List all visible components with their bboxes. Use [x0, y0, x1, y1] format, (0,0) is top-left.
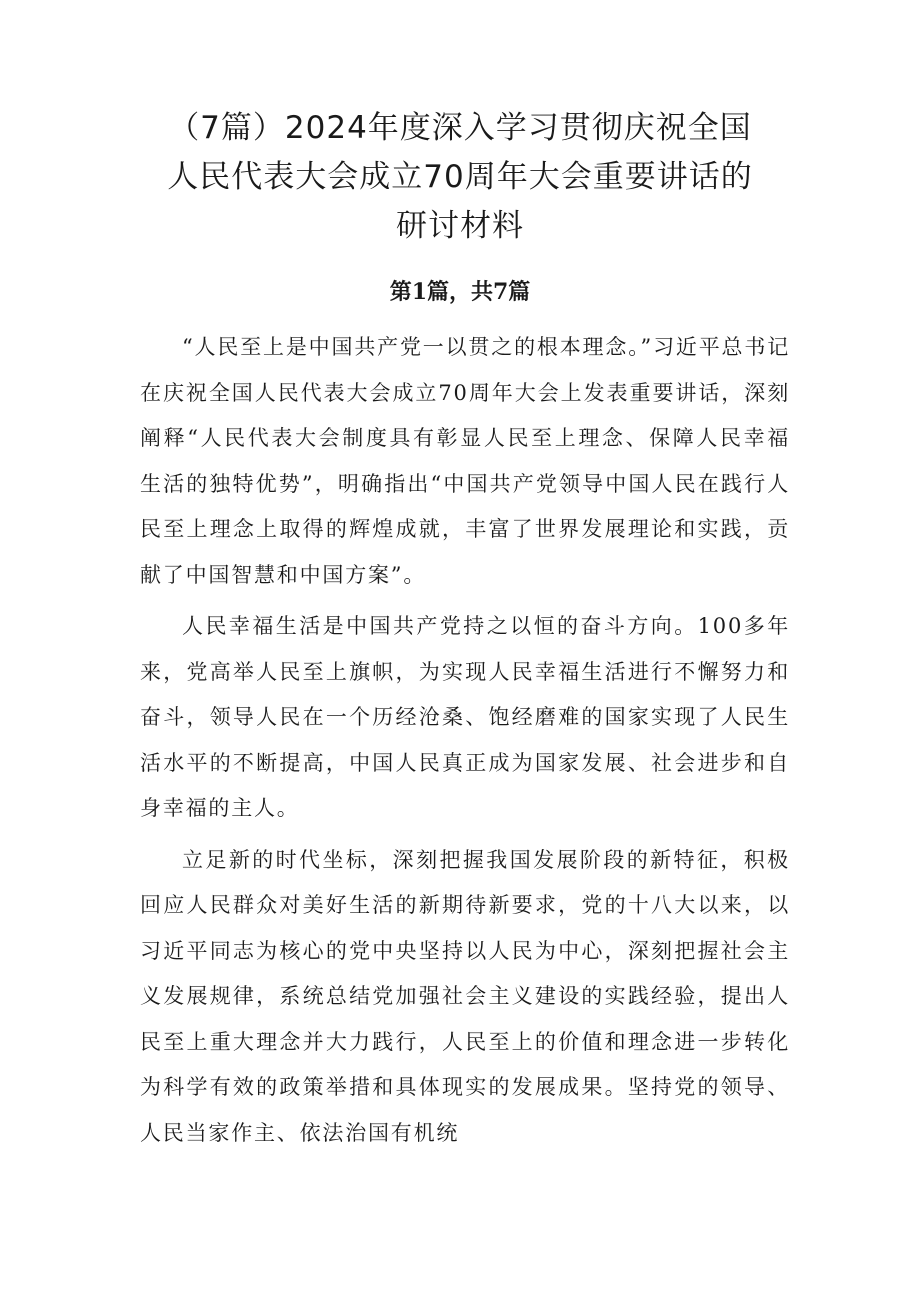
title-line-3: 研讨材料 [396, 208, 524, 244]
title-line-2: 人民代表大会成立70周年大会重要讲话的 [167, 159, 753, 195]
part-indicator: 第1篇，共7篇 [389, 279, 531, 305]
paragraph-3: 立足新的时代坐标，深刻把握我国发展阶段的新特征，积极回应人民群众对美好生活的新期待新要求，党的十八大以来，以习近平同志为核心的党中央坚持以人民为中心，深刻把握社会主义发展规律，系统总结党加强社会主义建设的实践经验，提出人民至上重大理念并大力践行，人民至上的价值和理念进一步转化为科学有效的政策举措和具体现实的发展成果。坚持党的领导、人民当家作主、依法治国有机统 [140, 847, 790, 1145]
document-body [140, 325, 790, 1156]
paragraph-2: 人民幸福生活是中国共产党持之以恒的奋斗方向。100多年来，党高举人民至上旗帜，为实现人民幸福生活进行不懈努力和奋斗，领导人民在一个历经沧桑、饱经磨难的国家实现了人民生活水平的不断提高，中国人民真正成为国家发展、社会进步和自身幸福的主人。 [140, 614, 790, 820]
paragraph-1: “人民至上是中国共产党一以贯之的根本理念。”习近平总书记在庆祝全国人民代表大会成立70周年大会上发表重要讲话，深刻阐释“人民代表大会制度具有彰显人民至上理念、保障人民幸福生活的独特优势”，明确指出“中国共产党领导中国人民在践行人民至上理念上取得的辉煌成就，丰富了世界发展理论和实践，贡献了中国智慧和中国方案”。 [140, 335, 790, 587]
document-title [110, 104, 810, 251]
title-line-1: （7篇）2024年度深入学习贯彻庆祝全国 [168, 110, 752, 146]
